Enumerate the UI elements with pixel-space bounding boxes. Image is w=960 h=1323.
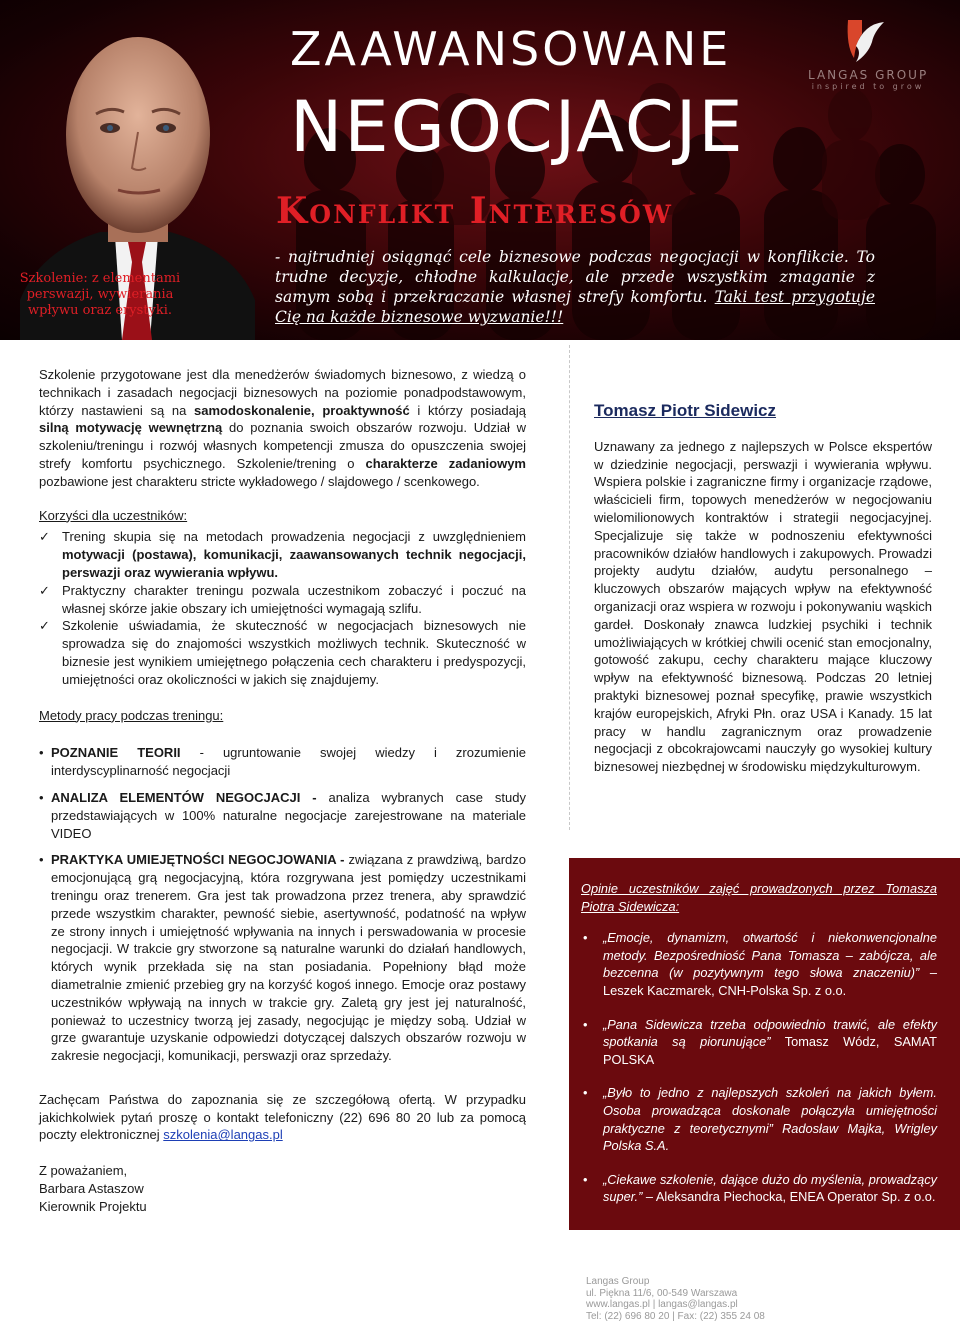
benefits-heading: Korzyści dla uczestników: [39,507,188,523]
header-banner [0,0,960,340]
main-content [39,366,526,1216]
list-item [39,617,526,688]
footer-phones: Tel: (22) 696 80 20 | Fax: (22) 355 24 08 [586,1310,765,1322]
intro-bold: samodoskonalenie, proaktywność [194,402,410,418]
intro-text: i którzy posiadają [409,402,526,418]
list-item [581,1016,937,1069]
greeting: Z poważaniem, [39,1163,128,1179]
opinion-quote: „Było to jedno z najlepszych szkoleń na jakich byłem. Osoba prowadząca doskonale połączyła umiejętności praktyczne z teoretycznymi” Radosław Majka, Wrigley Polska S.A. [603,1085,937,1154]
closing-paragraph [39,1091,526,1144]
bullet-icon: • [583,1171,588,1187]
tagline-highlight: Taki test przygotuje Cię na każde biznesowe wyzwanie!!! [275,288,875,326]
list-item [39,582,526,618]
bullet-icon: • [583,930,588,946]
logo-name: LANGAS GROUP [808,68,929,82]
intro-text: Szkolenie przygotowane jest dla menedżerów świadomych biznesowo, z wiedzą o technikach i zasadach negocjacji biznesowych na poziomie ponadpodstawowym, którzy nastawieni są na [39,367,526,418]
intro-text: do poznania swoich obszarów rozwoju. Udział w szkoleniu/treningu i rozwój własnych kompetencji zmusza do opuszczenia swojej strefy komfortu psychicznego. Szkolenie/trening o [39,420,526,471]
tagline [275,247,875,327]
opinion-quote: „Pana Sidewicza trzeba odpowiednio trawić, ale efekty spotkania są piorunujące” [603,1016,937,1050]
intro-paragraph [39,366,526,491]
bullet-icon: • [39,789,44,805]
method-title: ANALIZA ELEMENTÓW NEGOCJACJI - [51,789,317,805]
list-item [39,851,526,1065]
closing-text: Zachęcam Państwa do zapoznania się ze szczegółową ofertą. W przypadku jakichkolwiek pytań proszę o kontakt telefoniczny (22) 696 80 20 lub za pomocą poczty elektronicznej [39,1091,526,1143]
footer-web: www.langas.pl | langas@langas.pl [586,1299,738,1311]
opinion-author: Leszek Kaczmarek, CNH-Polska Sp. z o.o. [603,982,847,998]
signer-role: Kierownik Projektu [39,1198,147,1214]
benefit-text: Praktyczny charakter treningu pozwala uczestnikom zobaczyć i poczuć na własnej skórze jakie obszary ich umiejętności wymagają szlifu. [62,582,526,616]
opinion-quote: „Emocje, dynamizm, otwartość i niekonwencjonalne metody. Bezpośredniość Pana Tomasza – zabójcza, ale bezcenna (w pozytywnym tego słowa znaczeniu)” – [603,930,937,981]
intro-bold: silną motywację wewnętrzną [39,420,223,436]
opinion-author: Tomasz Wódz, SAMAT POLSKA [603,1034,937,1067]
contact-email-link[interactable]: szkolenia@langas.pl [163,1127,283,1143]
list-item [39,744,526,780]
intro-text: pozbawione jest charakteru stricte wykładowego / slajdowego / scenkowego. [39,473,480,489]
opinions-heading: Opinie uczestników zajęć prowadzonych przez Tomasza Piotra Sidewicza: [581,881,937,914]
method-title: POZNANIE TEORII [51,745,181,761]
footer-contact [586,1276,765,1322]
list-item [581,929,937,999]
list-item [581,1171,937,1206]
list-item [581,1084,937,1154]
footer-address: ul. Piękna 11/6, 00-549 Warszawa [586,1287,738,1299]
opinion-author: Aleksandra Piechocka, ENEA Operator Sp. z o.o. [653,1189,936,1205]
trainer-section [594,402,932,776]
methods-list [39,744,526,1065]
method-text: analiza wybranych case study przedstawiających w 100% naturalne negocjacje zarejestrowane na materiale VIDEO [51,789,526,841]
benefit-text: Szkolenie uświadamia, że skuteczność w negocjacjach biznesowych nie sprowadza się do znajomości wszystkich możliwych technik. Skuteczność w biznesie jest wynikiem umiejętnego połączenia cech charakteru i predyspozycji, umiejętności oraz okoliczności w jakich się znajdujemy. [62,618,526,687]
tagline-text: - najtrudniej osiągnąć cele biznesowe podczas negocjacji w konflikcie. To trudne decyzje, chłodne kalkulacje, ale przede wszystkim zmaganie z samym sobą i przekraczanie własnej strefy komfortu. [275,248,875,306]
title-line-1: ZAAWANSOWANE [290,22,732,76]
checkmark-icon: ✓ [39,618,50,634]
list-item [39,789,526,842]
trainer-bio: Uznawany za jednego z najlepszych w Polsce ekspertów w dziedzinie negocjacji, perswazji i wywierania wpływu. Wspiera polskie i zagraniczne firmy i organizacje rządowe, właścicieli firm, topowych menedżerów w negocjowaniu wielomilionowych kontraktów i strategii negocjacyjnej. Specjalizuje się także w podnoszeniu efektywności pracowników działów handlowych i zakupowych. Prowadzi projekty audytu działów, audytu personalnego – kluczowych obszarów mających wpływ na efektywność organizacji oraz wspiera w rozwoju i pokonywaniu wąskich gardeł. Doskonały znawca ludzkiej psychiki i technik umożliwiających w krótkiej chwili ocenić stan emocjonalny, gotowość zakupu, cechy charakteru mające kluczowy wpływ na efektywność biznesową. Podczas 20 letniej praktyki biznesowej poznał specyfikę, prawie wszystkich krajów europejskich, Afryki Płn. oraz USA i Kanady. 15 lat pracy w handlu zagranicznym oraz prowadzenie negocjacji z obcokrajowcami nauczyły go wysokiej kultury biznesowej niezbędnej w środowisku międzykulturowym. [594,438,932,775]
opinions-box [569,858,960,1230]
checkmark-icon: ✓ [39,529,50,545]
checkmark-icon: ✓ [39,582,50,598]
bullet-icon: • [39,852,44,868]
logo-tagline: inspired to grow [811,82,925,91]
method-title: PRAKTYKA UMIEJĘTNOŚCI NEGOCJOWANIA - [51,852,345,868]
trainer-name: Tomasz Piotr Sidewicz [594,401,777,420]
training-type-label: Szkolenie: z elementami perswazji, wywierania wpływu oraz erystyki. [19,271,181,318]
bullet-icon: • [583,1016,588,1032]
method-text: związana z prawdziwą, bardzo emocjonującą grą negocjacyjną, która rozgrywana jest pomiędzy uczestnikami treningu oraz trenerem. Gra jest tak prowadzona przez trenera, aby sprawdzić przede wszystkim charakter, pewność siebie, asertywność, podatność na wpływ ze strony innych i umiejętność wpływania na innych i perswadowania w procesie negocjacji. W trakcie gry stworzone są naturalne warunki do działań handlowych, których wynik przekłada się na stan posiadania. Popełniony błąd może diametralnie zmienić przebieg gry na korzyść kogoś innego. Emocje oraz postawy uczestników wpływają na innych w trakcie gry. Zaletą gry jest jej naturalność, ponieważ to uczestnicy tworzą jej zasady, negocjując je między sobą. Udział w grze gwarantuje uzyskanie odpowiedzi dotyczącej dalszych obszarów rozwoju w zakresie negocjacji, komunikacji, perswazji oraz sprzedaży. [51,852,527,1064]
bird-logo-icon [842,18,886,66]
list-item [39,528,526,581]
intro-bold: charakterze zadaniowym [365,455,526,471]
bullet-icon: • [583,1085,588,1101]
benefit-bold: motywacji (postawa), komunikacji, zaawansowanych technik negocjacji, perswazji oraz wywierania wpływu. [62,547,526,580]
opinions-list [581,929,937,1206]
title-line-2: NEGOCJACJE [290,86,745,168]
subtitle: Konflikt Interesów [276,190,673,232]
benefit-text: Trening skupia się na metodach prowadzenia negocjacji z uwzględnieniem [62,529,526,545]
footer-company: Langas Group [586,1276,650,1287]
benefits-list [39,528,526,688]
bullet-icon: • [39,745,44,761]
method-text: - ugruntowanie swojej wiedzy i zrozumienie interdyscyplinarność negocjacji [51,745,526,779]
signature [39,1162,526,1215]
signer-name: Barbara Astaszow [39,1181,144,1197]
opinion-quote: „Ciekawe szkolenie, dające dużo do myślenia, prowadzący super.” – [603,1171,937,1205]
methods-heading: Metody pracy podczas treningu: [39,707,224,723]
column-divider [569,345,570,830]
